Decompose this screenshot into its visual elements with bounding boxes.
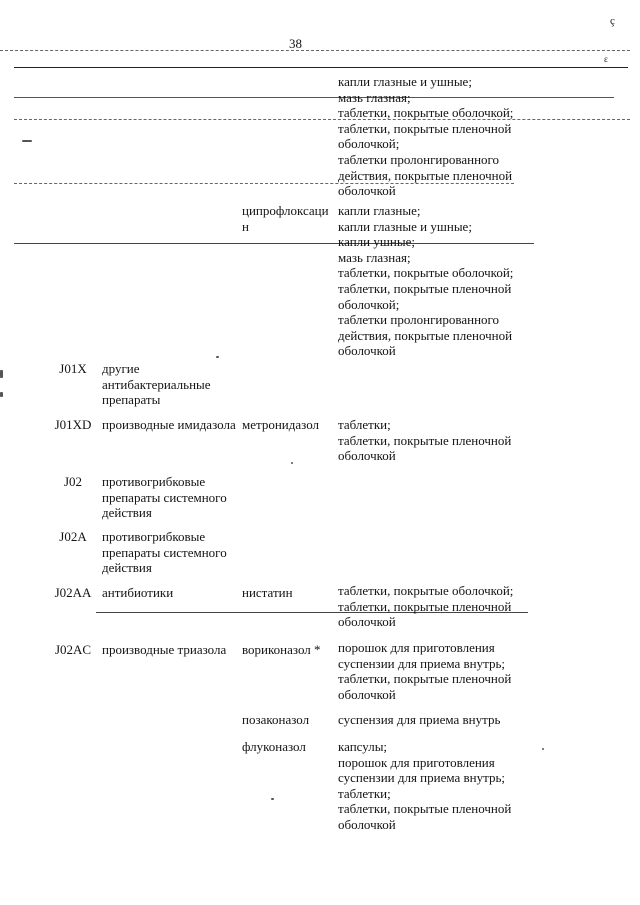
corner-mark: ε xyxy=(604,54,608,64)
drug-name: флуконазол xyxy=(242,739,306,754)
atc-code: J02 xyxy=(63,474,83,489)
dosage-forms: капсулы; порошок для приготовления суспензии для приема внутрь; таблетки; таблетки, покрытые пленочной оболочкой xyxy=(338,739,512,832)
atc-group: другие антибактериальные препараты xyxy=(102,361,211,408)
scan-speck xyxy=(0,370,3,378)
dosage-forms: порошок для приготовления суспензии для приема внутрь; таблетки, покрытые пленочной оболочкой xyxy=(338,640,512,702)
atc-group: производные имидазола xyxy=(102,417,236,432)
scan-line xyxy=(14,67,628,68)
atc-code: J01X xyxy=(59,361,87,376)
scan-speck xyxy=(271,798,274,800)
scan-speck xyxy=(0,392,3,397)
scan-line xyxy=(14,97,614,98)
scan-speck xyxy=(22,140,32,142)
drug-name: позаконазол xyxy=(242,712,310,727)
dosage-forms: таблетки, покрытые оболочкой; таблетки, покрытые пленочной оболочкой xyxy=(338,583,514,630)
drug-name: метронидазол xyxy=(242,417,320,432)
atc-code: J02AC xyxy=(54,642,92,657)
atc-code: J02A xyxy=(59,529,87,544)
atc-code: J02AA xyxy=(54,585,92,600)
scan-speck xyxy=(542,748,544,750)
scan-line xyxy=(14,119,630,120)
drug-name: ципрофлоксаци н xyxy=(242,203,329,234)
dosage-forms: суспензия для приема внутрь xyxy=(338,712,501,727)
page-number: 38 xyxy=(289,36,302,51)
atc-group: антибиотики xyxy=(102,585,174,600)
drug-name: вориконазол * xyxy=(242,642,321,657)
atc-group: производные триазола xyxy=(102,642,227,657)
atc-code: J01XD xyxy=(54,417,92,432)
atc-group: противогрибковые препараты системного действия xyxy=(102,529,227,576)
corner-mark: ç xyxy=(610,15,615,27)
scan-speck xyxy=(291,462,293,464)
dosage-forms: таблетки; таблетки, покрытые пленочной оболочкой xyxy=(338,417,512,464)
scan-line xyxy=(0,50,630,51)
scan-speck xyxy=(216,356,219,358)
drug-name: нистатин xyxy=(242,585,293,600)
atc-group: противогрибковые препараты системного действия xyxy=(102,474,227,521)
dosage-forms: капли глазные и ушные; мазь глазная; таблетки, покрытые оболочкой; таблетки, покрытые пленочной оболочкой; таблетки пролонгированного действия, покрытые пленочной оболочкой xyxy=(338,74,514,199)
dosage-forms: капли глазные; капли глазные и ушные; капли ушные; мазь глазная; таблетки, покрытые оболочкой; таблетки, покрытые пленочной оболочкой; таблетки пролонгированного действия, покрытые пленочной оболочкой xyxy=(338,203,514,359)
